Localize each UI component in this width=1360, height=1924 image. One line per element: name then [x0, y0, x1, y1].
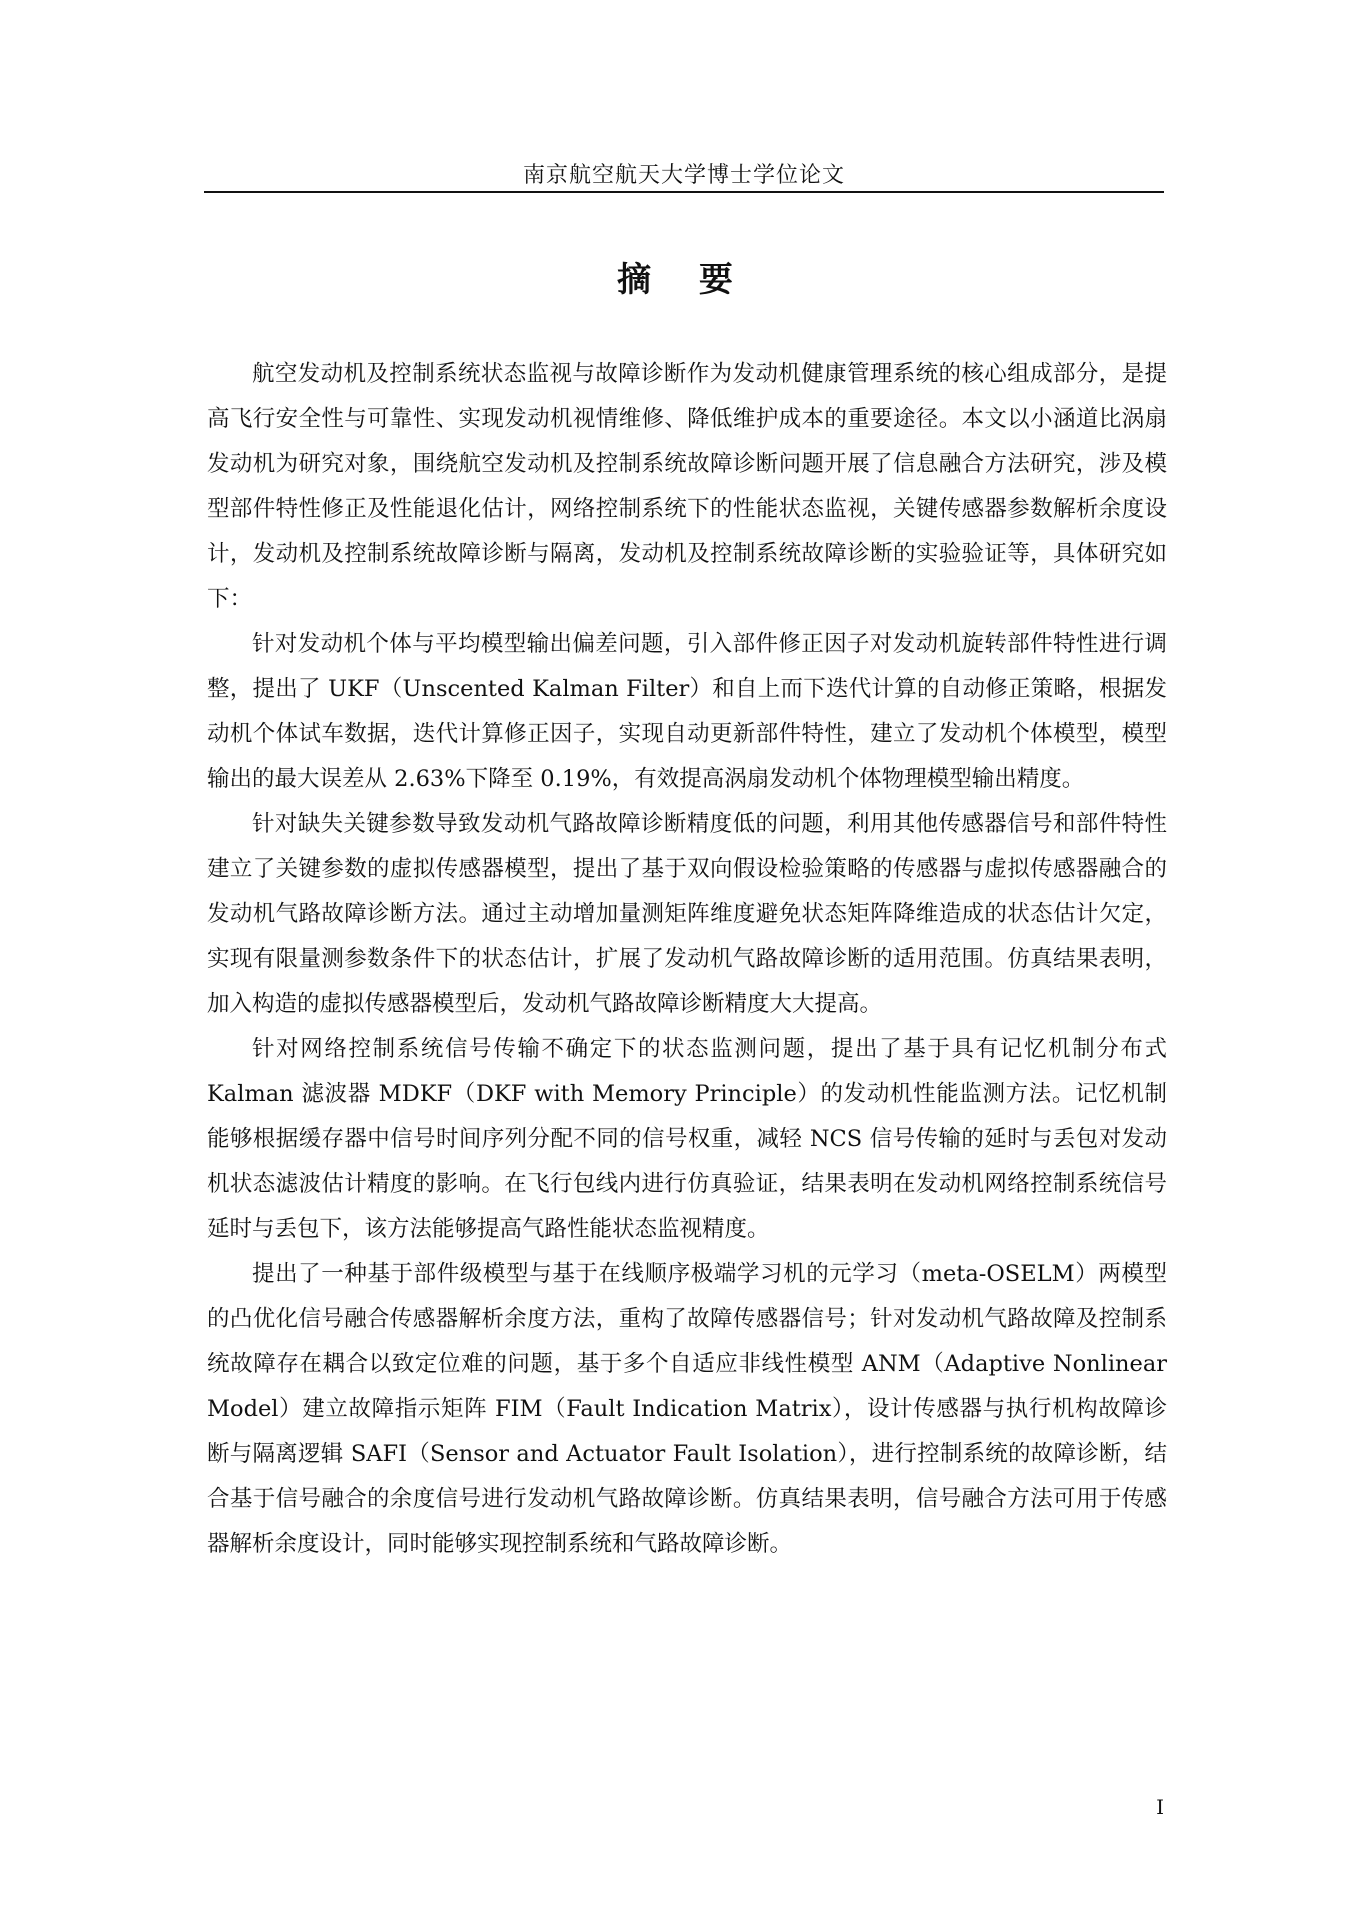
- page-number: I: [1156, 1795, 1164, 1819]
- abstract-paragraph-3: 针对缺失关键参数导致发动机气路故障诊断精度低的问题，利用其他传感器信号和部件特性建立了关键参数的虚拟传感器模型，提出了基于双向假设检验策略的传感器与虚拟传感器融合的发动机气路故障诊断方法。通过主动增加量测矩阵维度避免状态矩阵降维造成的状态估计欠定，实现有限量测参数条件下的状态估计，扩展了发动机气路故障诊断的适用范围。仿真结果表明，加入构造的虚拟传感器模型后，发动机气路故障诊断精度大大提高。: [207, 811, 1167, 1017]
- abstract-paragraph-2: 针对发动机个体与平均模型输出偏差问题，引入部件修正因子对发动机旋转部件特性进行调整，提出了 UKF（Unscented Kalman Filter）和自上而下迭代计算的自动修正策略，根据发动机个体试车数据，迭代计算修正因子，实现自动更新部件特性，建立了发动机个体模型，模型输出的最大误差从 2.63%下降至 0.19%，有效提高涡扇发动机个体物理模型输出精度。: [207, 631, 1167, 792]
- header-rule: [204, 191, 1164, 193]
- abstract-body: [207, 352, 1167, 1567]
- abstract-title: 摘 要: [617, 260, 751, 300]
- abstract-paragraph-1: 航空发动机及控制系统状态监视与故障诊断作为发动机健康管理系统的核心组成部分，是提高飞行安全性与可靠性、实现发动机视情维修、降低维护成本的重要途径。本文以小涵道比涡扇发动机为研究对象，围绕航空发动机及控制系统故障诊断问题开展了信息融合方法研究，涉及模型部件特性修正及性能退化估计，网络控制系统下的性能状态监视，关键传感器参数解析余度设计，发动机及控制系统故障诊断与隔离，发动机及控制系统故障诊断的实验验证等，具体研究如下：: [207, 361, 1167, 612]
- running-header: 南京航空航天大学博士学位论文: [522, 163, 845, 188]
- abstract-paragraph-5: 提出了一种基于部件级模型与基于在线顺序极端学习机的元学习（meta-OSELM）两模型的凸优化信号融合传感器解析余度方法，重构了故障传感器信号；针对发动机气路故障及控制系统故障存在耦合以致定位难的问题，基于多个自适应非线性模型 ANM（Adaptive Nonlinear Model）建立故障指示矩阵 FIM（Fault Indication Matrix），设计传感器与执行机构故障诊断与隔离逻辑 SAFI（Sensor and Actuator Fault Isolation），进行控制系统的故障诊断，结合基于信号融合的余度信号进行发动机气路故障诊断。仿真结果表明，信号融合方法可用于传感器解析余度设计，同时能够实现控制系统和气路故障诊断。: [207, 1261, 1167, 1557]
- abstract-paragraph-4: 针对网络控制系统信号传输不确定下的状态监测问题，提出了基于具有记忆机制分布式 Kalman 滤波器 MDKF（DKF with Memory Principle）的发动机性能监测方法。记忆机制能够根据缓存器中信号时间序列分配不同的信号权重，减轻 NCS 信号传输的延时与丢包对发动机状态滤波估计精度的影响。在飞行包线内进行仿真验证，结果表明在发动机网络控制系统信号延时与丢包下，该方法能够提高气路性能状态监视精度。: [207, 1036, 1167, 1242]
